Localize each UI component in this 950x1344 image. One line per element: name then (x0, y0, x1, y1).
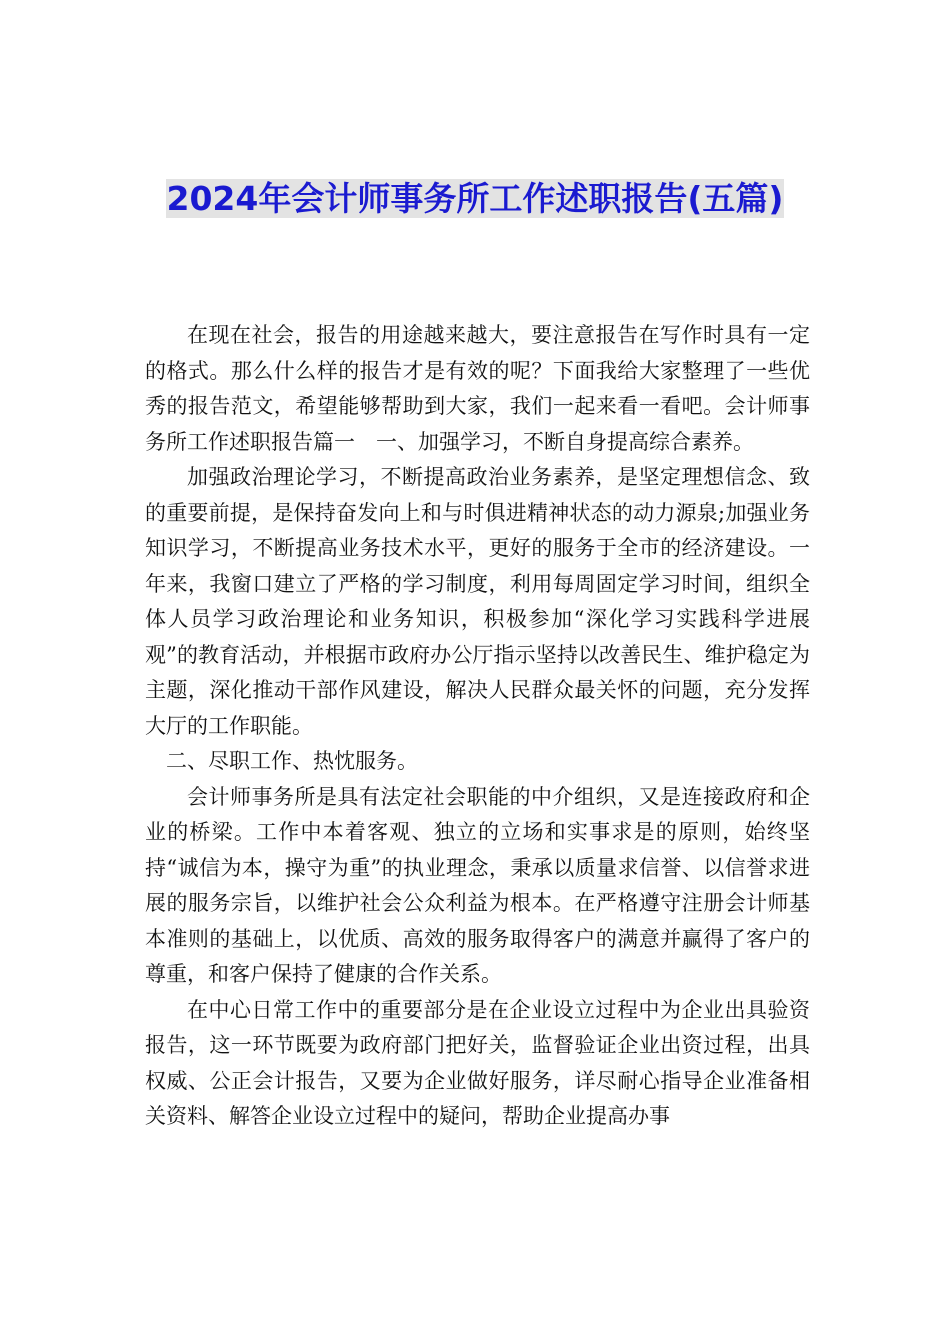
document-title-text: 2024年会计师事务所工作述职报告(五篇) (166, 179, 784, 218)
document-body (145, 318, 810, 1135)
paragraph-daily-work: 在中心日常工作中的重要部分是在企业设立过程中为企业出具验资报告，这一环节既要为政府部门把好关，监督验证企业出资过程，出具权威、公正会计报告，又要为企业做好服务，详尽耐心指导企业准备相关资料、解答企业设立过程中的疑问，帮助企业提高办事 (145, 997, 810, 1128)
paragraph-intro: 在现在社会，报告的用途越来越大，要注意报告在写作时具有一定的格式。那么什么样的报告才是有效的呢？下面我给大家整理了一些优秀的报告范文，希望能够帮助到大家，我们一起来看一看吧。会计师事务所工作述职报告篇一 一、加强学习，不断自身提高综合素养。 (145, 323, 810, 454)
paragraph-study: 加强政治理论学习，不断提高政治业务素养，是坚定理想信念、致的重要前提，是保持奋发向上和与时俱进精神状态的动力源泉;加强业务知识学习，不断提高业务技术水平，更好的服务于全市的经济建设。一年来，我窗口建立了严格的学习制度，利用每周固定学习时间，组织全体人员学习政治理论和业务知识，积极参加“深化学习实践科学进展观”的教育活动，并根据市政府办公厅指示坚持以改善民生、维护稳定为主题，深化推动干部作风建设，解决人民群众最关怀的问题，充分发挥大厅的工作职能。 (145, 465, 810, 738)
paragraph-firm-role: 会计师事务所是具有法定社会职能的中介组织，又是连接政府和企业的桥梁。工作中本着客观、独立的立场和实事求是的原则，始终坚持“诚信为本，操守为重”的执业理念，秉承以质量求信誉、以信誉求进展的服务宗旨，以维护社会公众利益为根本。在严格遵守注册会计师基本准则的基础上，以优质、高效的服务取得客户的满意并赢得了客户的尊重，和客户保持了健康的合作关系。 (145, 784, 810, 986)
section-heading-duty: 二、尽职工作、热忱服务。 (166, 749, 418, 773)
document-title (145, 175, 805, 223)
